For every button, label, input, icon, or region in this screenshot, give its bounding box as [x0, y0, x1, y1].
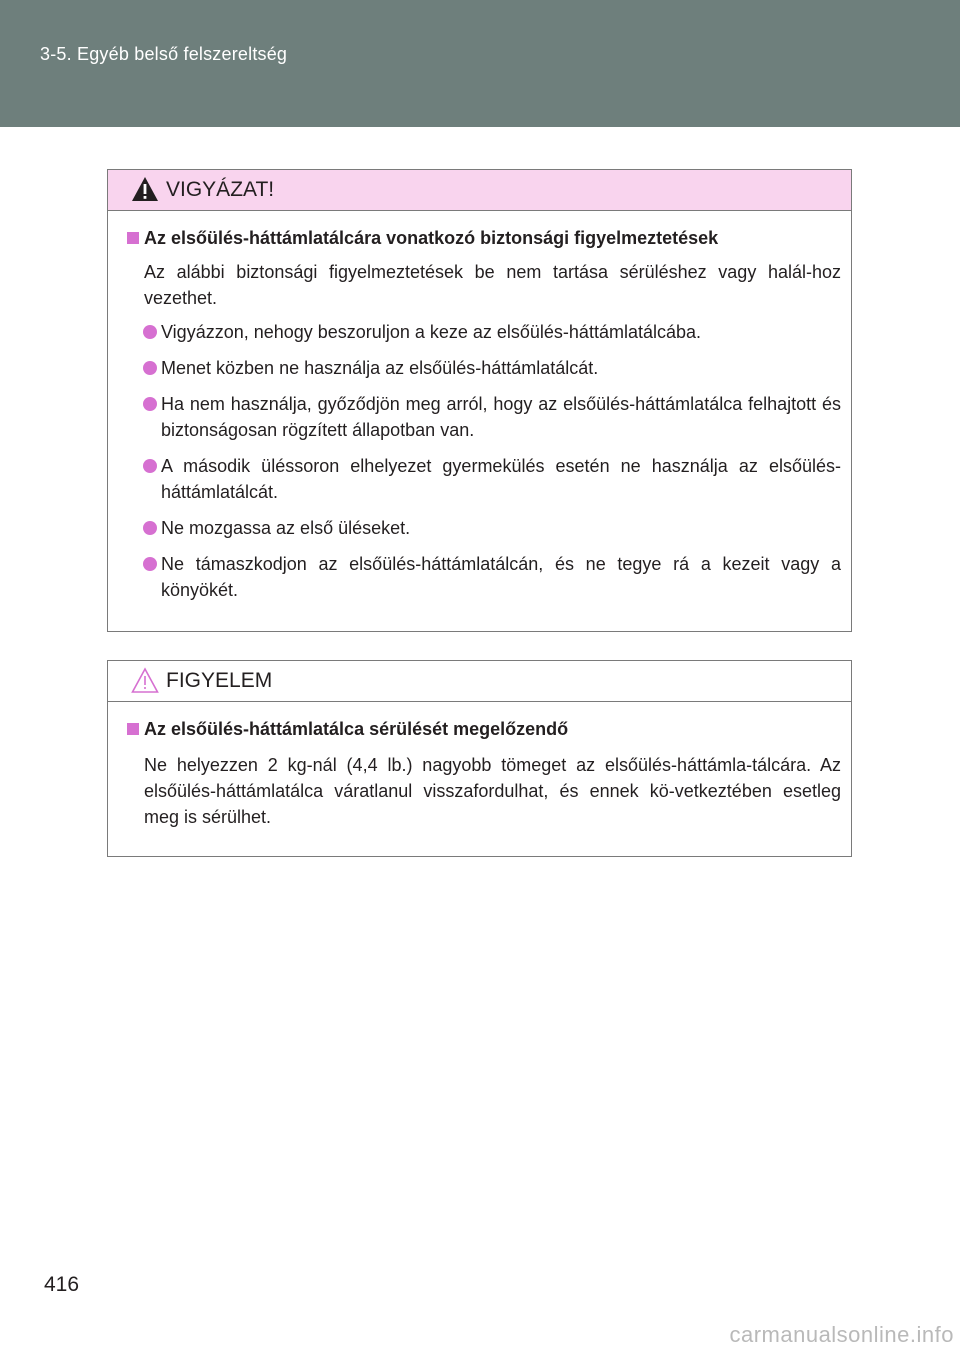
list-item: Ha nem használja, győződjön meg arról, hogy az elsőülés-háttámlatálca felhajtott és biztonságosan rögzített állapotban van. [134, 391, 841, 443]
notice-section-heading-text: Az elsőülés-háttámlatálca sérülését megelőzendő [144, 719, 569, 739]
warning-box [107, 169, 852, 632]
bullet-dot-icon [143, 459, 157, 473]
notice-body [108, 702, 851, 830]
warning-section-heading [127, 225, 841, 251]
page-number: 416 [44, 1273, 80, 1296]
page-header [0, 0, 960, 127]
bullet-dot-icon [143, 557, 157, 571]
square-bullet-icon [127, 723, 139, 735]
bullet-dot-icon [143, 361, 157, 375]
warning-body [108, 211, 851, 603]
warning-header [108, 170, 851, 211]
warning-section-heading-text: Az elsőülés-háttámlatálcára vonatkozó biztonsági figyelmeztetések [144, 228, 719, 248]
bullet-dot-icon [143, 397, 157, 411]
warning-title: VIGYÁZAT! [166, 178, 275, 201]
square-bullet-icon [127, 232, 139, 244]
notice-title: FIGYELEM [166, 669, 273, 692]
bullet-dot-icon [143, 325, 157, 339]
list-item: Ne mozgassa az első üléseket. [134, 515, 841, 541]
list-item: Vigyázzon, nehogy beszoruljon a keze az elsőülés-háttámlatálcába. [134, 319, 841, 345]
bullet-dot-icon [143, 521, 157, 535]
section-title: 3-5. Egyéb belső felszereltség [40, 44, 288, 64]
notice-box [107, 660, 852, 857]
caution-triangle-icon [131, 666, 159, 694]
warning-triangle-icon [131, 175, 159, 203]
notice-text: Ne helyezzen 2 kg-nál (4,4 lb.) nagyobb tömeget az elsőülés-háttámla-tálcára. Az elsőülés-háttámlatálca váratlanul visszafordulhat, és ennek kö-vetkeztében esetleg meg is sérülhet. [144, 755, 841, 827]
notice-section-heading [127, 716, 841, 742]
watermark: carmanualsonline.info [729, 1322, 954, 1347]
list-item: Ne támaszkodjon az elsőülés-háttámlatálcán, és ne tegye rá a kezeit vagy a könyökét. [134, 551, 841, 603]
notice-header [108, 661, 851, 702]
list-item: Menet közben ne használja az elsőülés-háttámlatálcát. [134, 355, 841, 381]
warning-intro: Az alábbi biztonsági figyelmeztetések be nem tartása sérüléshez vagy halál-hoz vezethet. [144, 262, 841, 308]
list-item: A második üléssoron elhelyezet gyermekülés esetén ne használja az elsőülés-háttámlatálcát. [134, 453, 841, 505]
